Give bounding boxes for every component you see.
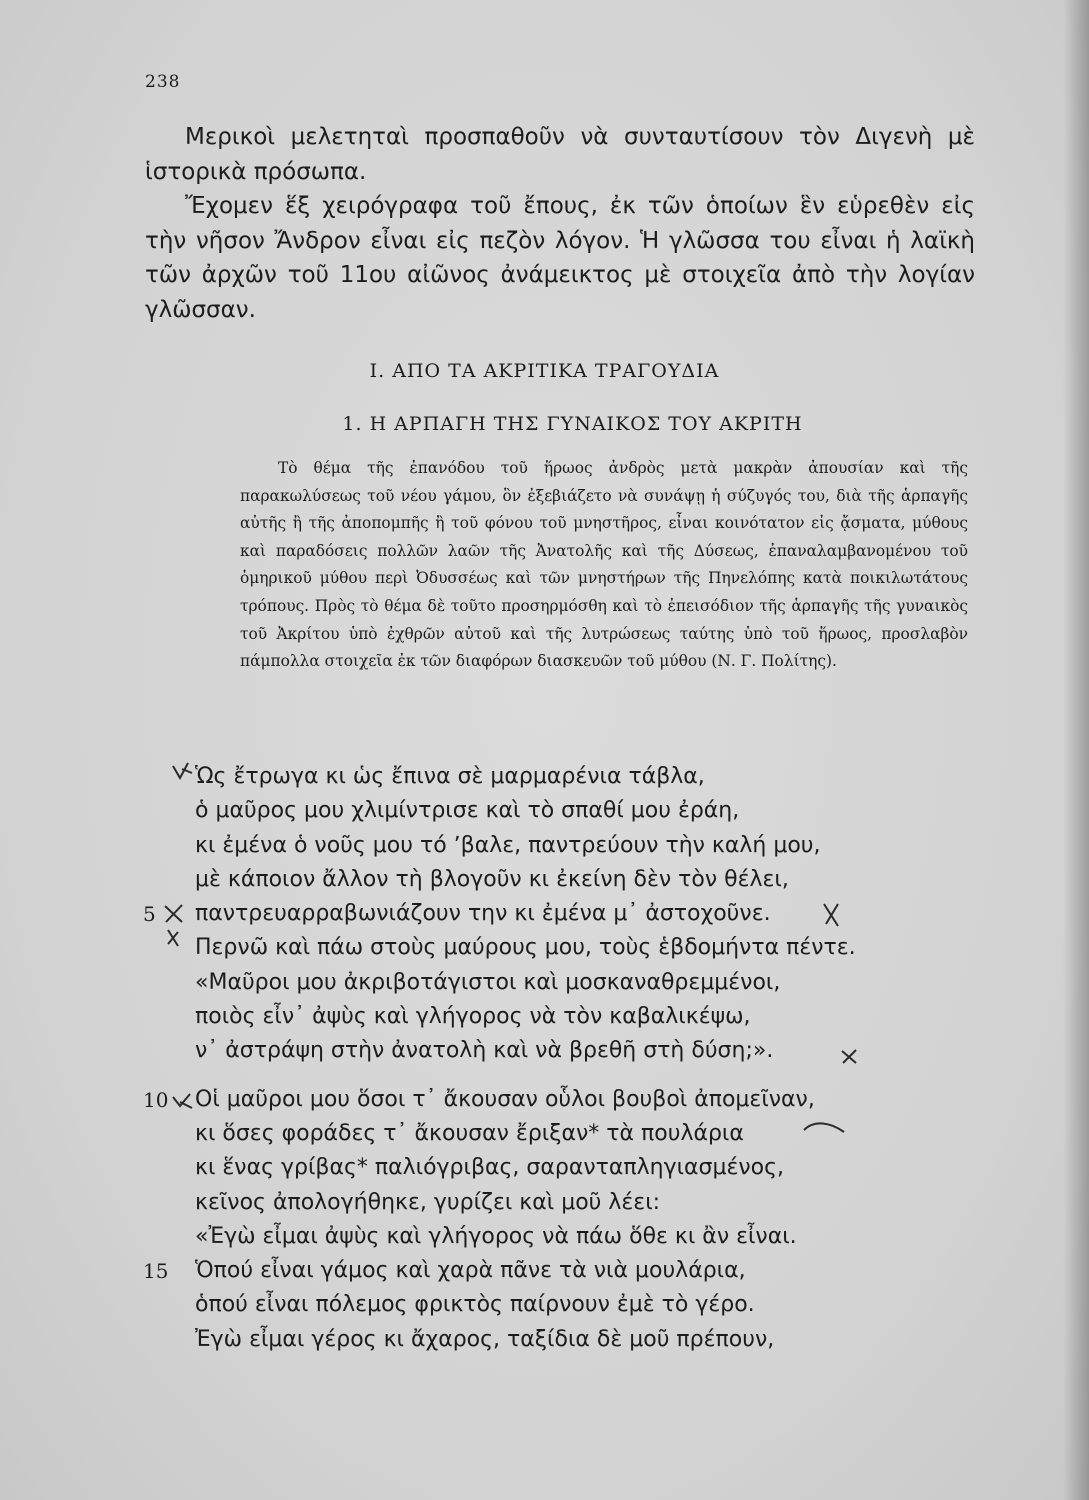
line-number: 10 (143, 1087, 169, 1112)
poem-line: 15 Ὁπού εἶναι γάμος καὶ χαρὰ πᾶνε τὰ νιὰ μουλάρια, (195, 1254, 856, 1288)
page-edge-shadow (1063, 0, 1089, 1500)
poem-line: Ὡς ἔτρωγα κι ὡς ἔπινα σὲ μαρμαρένια τάβλα, (195, 764, 705, 789)
intro-paragraph: Ἔχομεν ἕξ χειρόγραφα τοῦ ἔπους, ἐκ τῶν ὁποίων ἓν εὑρεθὲν εἰς τὴν νῆσον Ἄνδρον εἶναι εἰς πεζὸν λόγον. Ἡ γλῶσσα του εἶναι ἡ λαϊκὴ τῶν ἀρχῶν τοῦ 11ου αἰῶνος ἀνάμεικτος μὲ στοιχεῖα ἀπὸ τὴν λογίαν γλῶσσαν. (145, 193, 975, 323)
poem-line: Ἐγὼ εἶμαι γέρος κι ἄχαρος, ταξίδια δὲ μοῦ πρέπουν, (195, 1326, 775, 1352)
poem-line: ὁ μαῦρος μου χλιμίντρισε καὶ τὸ σπαθί μου ἐράη, (195, 798, 740, 824)
section-heading: Ι. ΑΠΟ ΤΑ ΑΚΡΙΤΙΚΑ ΤΡΑΓΟΥΔΙΑ (369, 360, 720, 382)
poem-line: κι ὅσες φοράδες τ᾽ ἄκουσαν ἔριξαν* τὰ πουλάρια (195, 1120, 744, 1146)
handwritten-check-mark (170, 760, 200, 784)
handwritten-cross-mark (160, 900, 190, 952)
poem-line: ὁπού εἶναι πόλεμος φρικτὸς παίρνουν ἐμὲ τὸ γέρο. (195, 1292, 755, 1318)
poem-line: κι ἕνας γρίβας* παλιόγριβας, σαρανταπληγιασμένος, (195, 1155, 785, 1181)
page-number: 238 (145, 72, 181, 92)
handwritten-underline-mark (800, 1118, 850, 1142)
note-text: Τὸ θέμα τῆς ἐπανόδου τοῦ ἥρωος ἀνδρὸς μετὰ μακρὰν ἀπουσίαν καὶ τῆς παρακωλύσεως τοῦ νέου γάμου, ὃν ἐξεβιάζετο νὰ συνάψῃ ἡ σύζυγός του, διὰ τῆς ἁρπαγῆς αὐτῆς ἢ τῆς ἀποπομπῆς ἢ τοῦ φόνου τοῦ μνηστῆρος, εἶναι κοινότατον εἰς ᾄσματα, μύθους καὶ παραδόσεις πολλῶν λαῶν τῆς Ἀνατολῆς καὶ τῆς Δύσεως, ἐπαναλαμβανομένου τοῦ ὁμηρικοῦ μύθου περὶ Ὀδυσσέως καὶ τῶν μνηστήρων τῆς Πηνελόπης κατὰ ποικιλωτάτους τρόπους. Πρὸς τὸ θέμα δὲ τοῦτο προσηρμόσθη καὶ τὸ ἐπεισόδιον τῆς ἁρπαγῆς τῆς γυναικὸς τοῦ Ἀκρίτου ὑπὸ ἐχθρῶν αὐτοῦ καὶ τῆς λυτρώσεως ταύτης ὑπὸ τοῦ ἥρωος, προσλαβὸν πάμπολλα στοιχεῖα ἐκ τῶν διαφόρων διασκευῶν τοῦ μύθου (Ν. Γ. Πολίτης). (240, 459, 968, 671)
poem-line: Περνῶ καὶ πάω στοὺς μαύρους μου, τοὺς ἑβδομήντα πέντε. (195, 935, 856, 961)
poem (143, 760, 856, 1357)
handwritten-x-mark (838, 1045, 862, 1069)
poem-line: μὲ κάποιον ἄλλον τὴ βλογοῦν κι ἐκείνη δὲν τὸν θέλει, (195, 866, 789, 892)
intro-text (145, 120, 975, 327)
poem-line: ν᾽ ἀστράψη στὴν ἀνατολὴ καὶ νὰ βρεθῆ στὴ δύση;». (195, 1038, 774, 1064)
poem-line: «Ἐγὼ εἶμαι ἀψὺς καὶ γλήγορος νὰ πάω ὅθε κι ἂν εἶναι. (195, 1223, 797, 1249)
stanza-gap (195, 1069, 856, 1083)
intro-paragraph: Μερικοὶ μελετηταὶ προσπαθοῦν νὰ συνταυτίσουν τὸν Διγενὴ μὲ ἱστορικὰ πρόσωπα. (145, 124, 975, 185)
handwritten-x-mark (820, 900, 844, 932)
poem-title: 1. Η ΑΡΠΑΓΗ ΤΗΣ ΓΥΝΑΙΚΟΣ ΤΟΥ ΑΚΡΙΤΗ (342, 413, 803, 435)
poem-line: 5 παντρευαρραβωνιάζουν την κι ἐμένα μ᾽ ἀστοχοῦνε. (195, 897, 856, 931)
line-number: 15 (143, 1259, 169, 1284)
poem-line: κι ἐμένα ὁ νοῦς μου τό ʼβαλε, παντρεύουν τὴν καλή μου, (195, 832, 821, 858)
poem-line: κεῖνος ἀπολογήθηκε, γυρίζει καὶ μοῦ λέει: (195, 1189, 661, 1215)
poem-line: 10 Οἱ μαῦροι μου ὅσοι τ᾽ ἄκουσαν οὗλοι βουβοὶ ἀπομεῖναν, (195, 1083, 856, 1117)
poem-line: «Μαῦροι μου ἀκριβοτάγιστοι καὶ μοσκαναθρεμμένοι, (195, 969, 781, 995)
line-number: 5 (143, 902, 156, 927)
handwritten-check-mark (170, 1090, 198, 1116)
editorial-note (240, 455, 968, 676)
poem-line: ποιὸς εἶν᾽ ἀψὺς καὶ γλήγορος νὰ τὸν καβαλικέψω, (195, 1004, 751, 1030)
